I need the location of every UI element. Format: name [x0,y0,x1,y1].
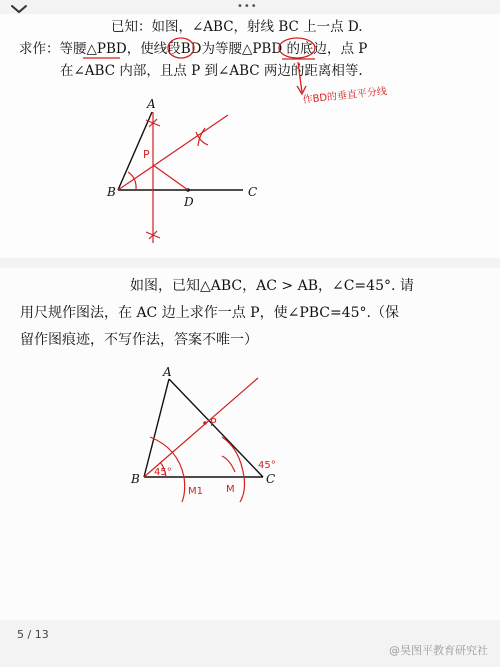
fig2-mark-m1: M1 [188,486,203,497]
fig2-angle-b-label: 45° [154,467,172,478]
segment-pd [153,165,188,190]
fig2-angle-mark-c [222,456,235,472]
problem2-line3: 留作图痕迹，不写作法，答案不唯一） [20,332,258,348]
fig1-label-c: C [248,185,258,199]
problem2-line1: 如图，已知△ABC，AC > AB，∠C=45°. 请 [130,278,414,294]
bd-circle-mark [168,38,194,58]
figure2-construction [144,378,258,502]
fig2-label-a: A [163,365,172,379]
construct-text-b: 为等腰△PBD 的 [201,41,300,57]
construct-prefix: 求作： [19,41,60,57]
fig1-label-b: B [107,185,116,199]
fig2-label-b: B [131,472,140,486]
fig2-point-p [203,421,207,425]
fig1-label-p: P [143,148,150,161]
problem1-given: 已知：如图，∠ABC，射线 BC 上一点 D. [111,19,363,35]
page-indicator: 5 / 13 [17,628,49,641]
perpendicular-bisector-note: 作BD的垂直平分线 [302,86,388,106]
more-dots-icon[interactable]: ••• [237,1,258,12]
figure1-construction [118,112,228,243]
problem2-line2: 用尺规作图法，在 AC 边上求作一点 P，使∠PBC=45°.（保 [20,305,399,321]
fig2-angle-c-label: 45° [258,460,276,471]
side-ab [144,379,169,477]
figure2-triangle-abc [144,379,263,477]
construct-text-c: ，点 P [326,41,368,57]
figure1-angle-abc [118,112,243,190]
fig1-label-a: A [147,97,156,111]
fig2-mark-m: M [226,484,235,495]
fig1-label-d: D [184,195,194,209]
fig2-label-c: C [266,472,276,486]
problem1-condition: 在∠ABC 内部，且点 P 到∠ABC 两边的距离相等. [60,63,363,79]
segment-bd-circled: BD [180,41,202,57]
fig2-label-p: P [210,416,217,429]
construct-text-a: 等腰△PBD，使线段 [59,41,181,57]
base-circle-mark [279,38,315,58]
watermark-text: @昊图平教育研究社 [389,644,488,657]
base-circled: 底边 [299,41,327,57]
fig1-arcs-bisector [196,128,208,146]
